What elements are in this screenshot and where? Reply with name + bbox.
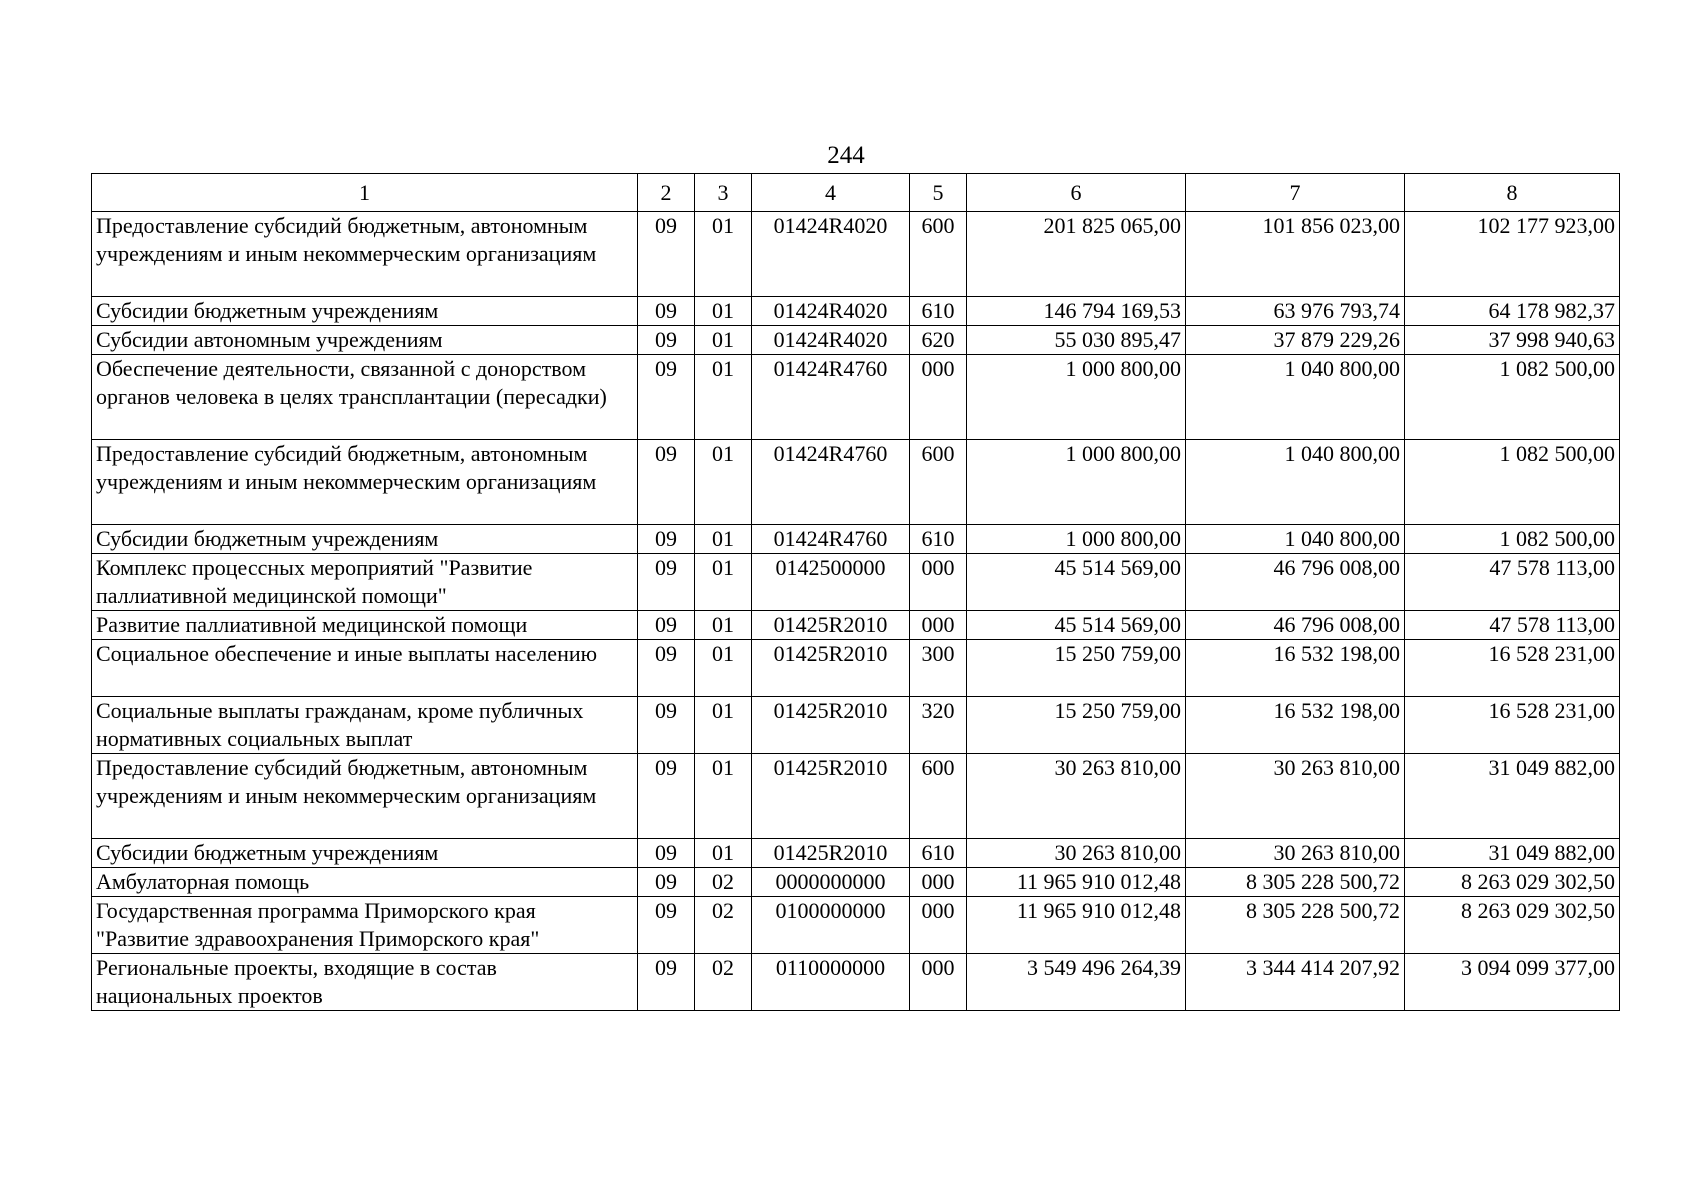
header-col-3: 3 (695, 174, 752, 212)
row-name: Социальное обеспечение и иные выплаты населению (92, 640, 638, 697)
row-section: 09 (638, 954, 695, 1011)
row-subsection: 01 (695, 697, 752, 754)
row-amount-col-7: 16 532 198,00 (1186, 640, 1405, 697)
row-expense-type: 620 (910, 326, 967, 355)
row-target-article: 01424R4760 (752, 525, 910, 554)
table-row (92, 640, 1620, 697)
row-amount-col-8: 37 998 940,63 (1405, 326, 1620, 355)
table-row (92, 525, 1620, 554)
row-subsection: 01 (695, 525, 752, 554)
row-name: Развитие паллиативной медицинской помощи (92, 611, 638, 640)
row-amount-col-8: 16 528 231,00 (1405, 697, 1620, 754)
row-name: Региональные проекты, входящие в состав национальных проектов (92, 954, 638, 1011)
row-name: Субсидии бюджетным учреждениям (92, 297, 638, 326)
row-expense-type: 600 (910, 212, 967, 297)
row-section: 09 (638, 355, 695, 440)
row-name: Обеспечение деятельности, связанной с донорством органов человека в целях трансплантации (пересадки) (92, 355, 638, 440)
row-target-article: 0100000000 (752, 897, 910, 954)
row-amount-col-6: 3 549 496 264,39 (967, 954, 1186, 1011)
row-section: 09 (638, 754, 695, 839)
table-row (92, 839, 1620, 868)
row-subsection: 01 (695, 839, 752, 868)
row-amount-col-8: 47 578 113,00 (1405, 554, 1620, 611)
row-expense-type: 000 (910, 868, 967, 897)
row-expense-type: 000 (910, 554, 967, 611)
row-name: Амбулаторная помощь (92, 868, 638, 897)
row-subsection: 02 (695, 897, 752, 954)
row-subsection: 01 (695, 440, 752, 525)
table-row (92, 554, 1620, 611)
row-amount-col-7: 1 040 800,00 (1186, 525, 1405, 554)
row-amount-col-8: 8 263 029 302,50 (1405, 868, 1620, 897)
row-amount-col-8: 102 177 923,00 (1405, 212, 1620, 297)
row-subsection: 01 (695, 611, 752, 640)
row-amount-col-8: 3 094 099 377,00 (1405, 954, 1620, 1011)
row-amount-col-6: 11 965 910 012,48 (967, 897, 1186, 954)
row-subsection: 01 (695, 212, 752, 297)
row-subsection: 01 (695, 754, 752, 839)
row-section: 09 (638, 440, 695, 525)
row-amount-col-6: 45 514 569,00 (967, 554, 1186, 611)
header-col-1: 1 (92, 174, 638, 212)
row-amount-col-7: 46 796 008,00 (1186, 554, 1405, 611)
row-target-article: 01425R2010 (752, 754, 910, 839)
row-subsection: 01 (695, 326, 752, 355)
row-subsection: 01 (695, 554, 752, 611)
row-amount-col-8: 8 263 029 302,50 (1405, 897, 1620, 954)
row-target-article: 0110000000 (752, 954, 910, 1011)
row-amount-col-8: 31 049 882,00 (1405, 754, 1620, 839)
row-amount-col-6: 30 263 810,00 (967, 839, 1186, 868)
row-section: 09 (638, 611, 695, 640)
row-amount-col-7: 46 796 008,00 (1186, 611, 1405, 640)
row-name: Субсидии бюджетным учреждениям (92, 839, 638, 868)
table-row (92, 440, 1620, 525)
row-name: Субсидии автономным учреждениям (92, 326, 638, 355)
row-amount-col-6: 11 965 910 012,48 (967, 868, 1186, 897)
row-amount-col-7: 30 263 810,00 (1186, 754, 1405, 839)
row-expense-type: 600 (910, 754, 967, 839)
row-target-article: 01425R2010 (752, 611, 910, 640)
table-row (92, 611, 1620, 640)
row-amount-col-6: 30 263 810,00 (967, 754, 1186, 839)
row-amount-col-7: 63 976 793,74 (1186, 297, 1405, 326)
row-amount-col-7: 8 305 228 500,72 (1186, 897, 1405, 954)
row-amount-col-6: 201 825 065,00 (967, 212, 1186, 297)
row-amount-col-7: 30 263 810,00 (1186, 839, 1405, 868)
table-row (92, 897, 1620, 954)
row-name: Социальные выплаты гражданам, кроме публичных нормативных социальных выплат (92, 697, 638, 754)
table-row (92, 212, 1620, 297)
budget-table (91, 173, 1620, 1011)
row-expense-type: 610 (910, 839, 967, 868)
row-name: Предоставление субсидий бюджетным, автономным учреждениям и иным некоммерческим организациям (92, 212, 638, 297)
row-amount-col-6: 45 514 569,00 (967, 611, 1186, 640)
row-section: 09 (638, 326, 695, 355)
header-col-8: 8 (1405, 174, 1620, 212)
row-amount-col-8: 47 578 113,00 (1405, 611, 1620, 640)
row-expense-type: 610 (910, 297, 967, 326)
row-section: 09 (638, 212, 695, 297)
row-target-article: 01424R4020 (752, 212, 910, 297)
header-row (92, 174, 1620, 212)
row-amount-col-6: 1 000 800,00 (967, 355, 1186, 440)
row-target-article: 0000000000 (752, 868, 910, 897)
row-section: 09 (638, 897, 695, 954)
row-expense-type: 600 (910, 440, 967, 525)
row-amount-col-7: 101 856 023,00 (1186, 212, 1405, 297)
table-row (92, 297, 1620, 326)
row-name: Государственная программа Приморского края "Развитие здравоохранения Приморского края" (92, 897, 638, 954)
table-row (92, 754, 1620, 839)
row-subsection: 02 (695, 868, 752, 897)
row-subsection: 01 (695, 640, 752, 697)
header-col-7: 7 (1186, 174, 1405, 212)
table-row (92, 326, 1620, 355)
row-amount-col-6: 15 250 759,00 (967, 697, 1186, 754)
row-expense-type: 000 (910, 355, 967, 440)
row-amount-col-7: 37 879 229,26 (1186, 326, 1405, 355)
row-amount-col-8: 16 528 231,00 (1405, 640, 1620, 697)
table-row (92, 697, 1620, 754)
row-expense-type: 000 (910, 954, 967, 1011)
row-target-article: 01424R4020 (752, 297, 910, 326)
row-expense-type: 320 (910, 697, 967, 754)
table-row (92, 954, 1620, 1011)
row-amount-col-6: 55 030 895,47 (967, 326, 1186, 355)
row-amount-col-8: 1 082 500,00 (1405, 440, 1620, 525)
row-section: 09 (638, 868, 695, 897)
row-subsection: 01 (695, 297, 752, 326)
row-amount-col-7: 1 040 800,00 (1186, 440, 1405, 525)
row-target-article: 01425R2010 (752, 640, 910, 697)
table-row (92, 868, 1620, 897)
page-number: 244 (827, 142, 865, 169)
row-amount-col-6: 15 250 759,00 (967, 640, 1186, 697)
row-amount-col-7: 8 305 228 500,72 (1186, 868, 1405, 897)
row-expense-type: 000 (910, 611, 967, 640)
row-target-article: 01424R4020 (752, 326, 910, 355)
header-col-2: 2 (638, 174, 695, 212)
row-target-article: 01425R2010 (752, 839, 910, 868)
row-amount-col-8: 64 178 982,37 (1405, 297, 1620, 326)
row-name: Предоставление субсидий бюджетным, автономным учреждениям и иным некоммерческим организациям (92, 754, 638, 839)
row-target-article: 01425R2010 (752, 697, 910, 754)
row-section: 09 (638, 297, 695, 326)
row-amount-col-7: 16 532 198,00 (1186, 697, 1405, 754)
row-expense-type: 000 (910, 897, 967, 954)
header-col-5: 5 (910, 174, 967, 212)
row-section: 09 (638, 525, 695, 554)
header-col-4: 4 (752, 174, 910, 212)
header-col-6: 6 (967, 174, 1186, 212)
table-row (92, 355, 1620, 440)
row-amount-col-6: 1 000 800,00 (967, 525, 1186, 554)
row-amount-col-8: 1 082 500,00 (1405, 525, 1620, 554)
row-section: 09 (638, 640, 695, 697)
row-section: 09 (638, 839, 695, 868)
row-target-article: 01424R4760 (752, 355, 910, 440)
row-subsection: 01 (695, 355, 752, 440)
row-amount-col-7: 3 344 414 207,92 (1186, 954, 1405, 1011)
row-section: 09 (638, 554, 695, 611)
row-expense-type: 610 (910, 525, 967, 554)
row-section: 09 (638, 697, 695, 754)
row-amount-col-8: 1 082 500,00 (1405, 355, 1620, 440)
row-amount-col-8: 31 049 882,00 (1405, 839, 1620, 868)
row-amount-col-7: 1 040 800,00 (1186, 355, 1405, 440)
row-subsection: 02 (695, 954, 752, 1011)
row-name: Субсидии бюджетным учреждениям (92, 525, 638, 554)
row-expense-type: 300 (910, 640, 967, 697)
row-amount-col-6: 1 000 800,00 (967, 440, 1186, 525)
row-name: Предоставление субсидий бюджетным, автономным учреждениям и иным некоммерческим организациям (92, 440, 638, 525)
row-target-article: 0142500000 (752, 554, 910, 611)
row-amount-col-6: 146 794 169,53 (967, 297, 1186, 326)
row-name: Комплекс процессных мероприятий "Развитие паллиативной медицинской помощи" (92, 554, 638, 611)
row-target-article: 01424R4760 (752, 440, 910, 525)
